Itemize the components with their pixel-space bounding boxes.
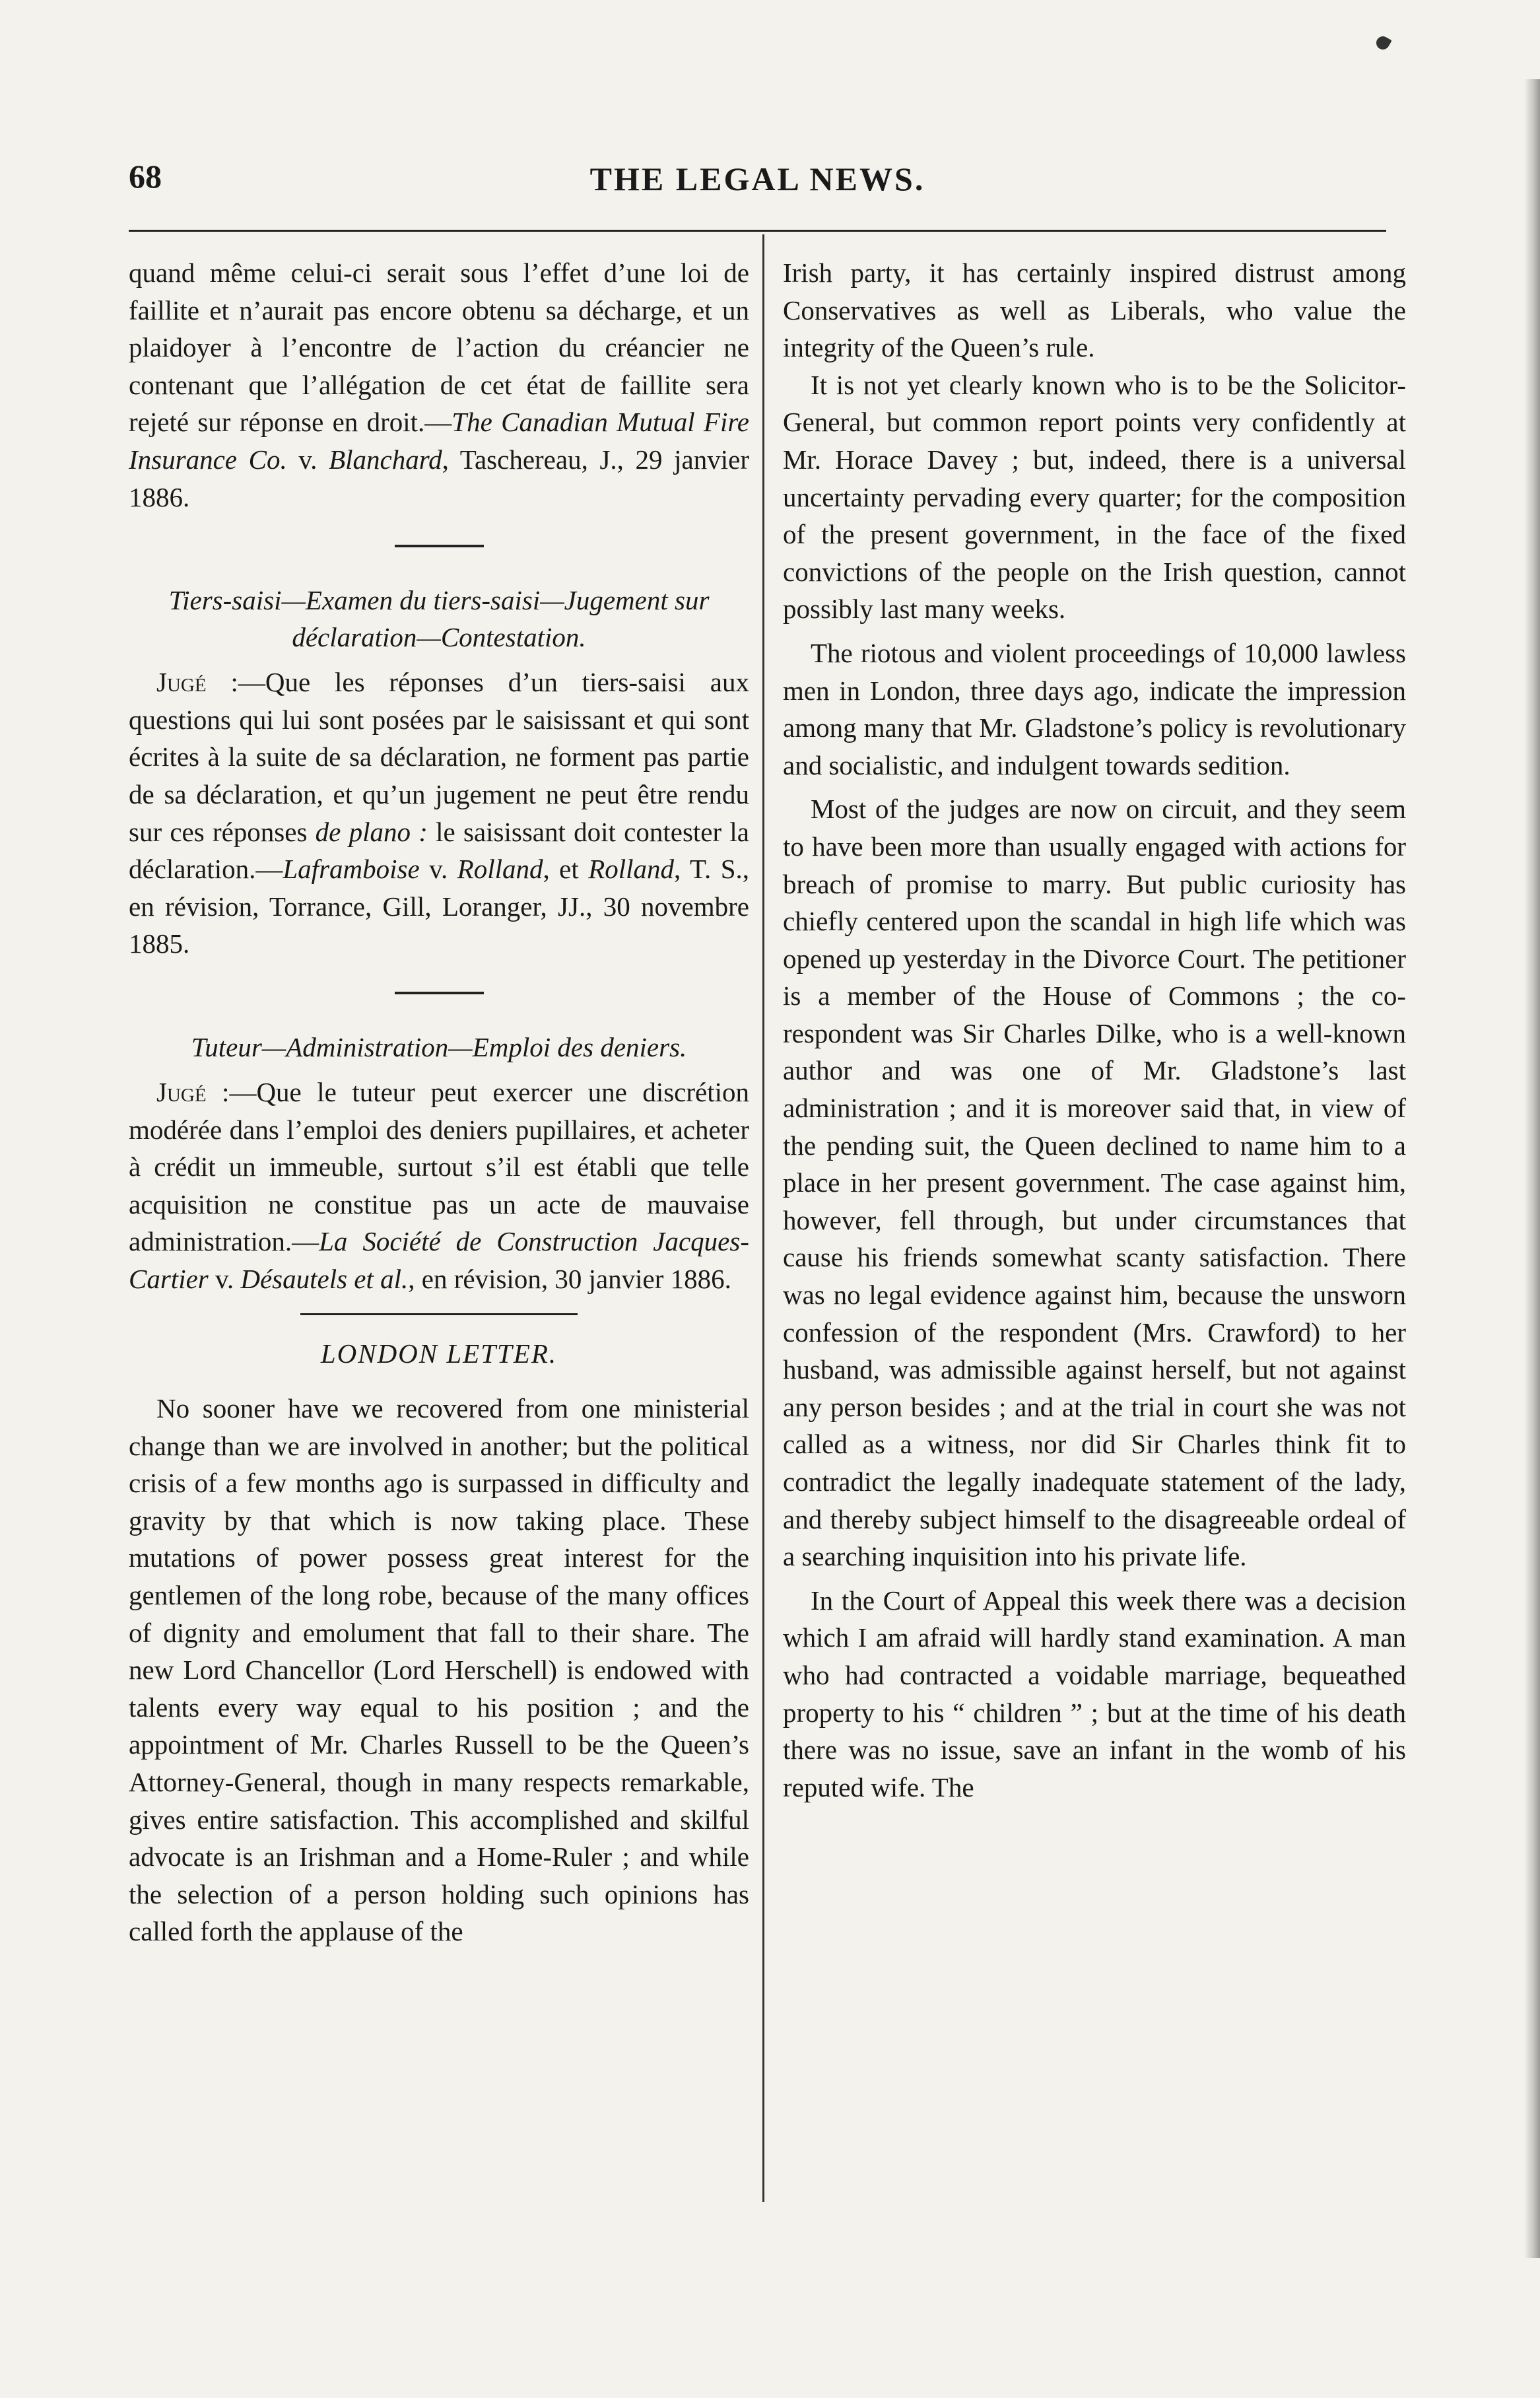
party-name: Rolland bbox=[588, 854, 675, 885]
heading-tuteur: Tuteur—Administration—Emploi des deniers. bbox=[191, 1031, 687, 1062]
paragraph-court-of-appeal: In the Court of Appeal this week there was a decision which I am afraid will hardly stand examination. A man who had contracted a voidable marriage, bequeathed property to his “ children ” ; but at the time of his death there was no issue, save an infant in the womb of his reputed wife. The bbox=[783, 1585, 1406, 1802]
header-rule bbox=[129, 230, 1386, 232]
paragraph-tiers-saisi: Jugé :—Que les réponses d’un tiers-saisi aux questions qui lui sont posées par le saisissant et qui sont écrites à la suite de sa déclaration, ne forment pas partie de sa déclaration, et qu’un jugement ne peut être rendu sur ces réponses de plano : le saisissant doit contester la déclaration.—Laframboise v. Rolland, et Rolland, T. S., en révision, Torrance, Gill, Loranger, JJ., 30 novembre 1885. bbox=[129, 667, 749, 959]
juge-label: Jugé bbox=[156, 667, 207, 698]
article-separator bbox=[300, 1313, 578, 1315]
paragraph-faillite: quand même celui-ci serait sous l’effet d’une loi de faillite et n’aurait pas encore obtenu sa décharge, et un plaidoyer à l’encontre de l’action du créancier ne contenant que l’allégation de cet état de faillite sera rejeté sur réponse en droit.—The Canadian Mutual Fire Insurance Co. v. Blanchard, Taschereau, J., 29 janvier 1886. bbox=[129, 257, 750, 512]
right-column bbox=[783, 254, 1406, 1806]
party-name: Blanchard bbox=[329, 444, 442, 475]
party-name: Laframboise bbox=[283, 854, 420, 885]
left-column bbox=[129, 254, 749, 1950]
ink-speck bbox=[1374, 34, 1391, 51]
party-name: Rolland bbox=[457, 854, 543, 885]
juge-label: Jugé bbox=[156, 1076, 207, 1107]
paragraph-london-letter-1: No sooner have we recovered from one ministerial change than we are involved in another; but the political crisis of a few months ago is surpassed in difficulty and gravity by that which is now taking place. These mutations of power possess great interest for the gentlemen of the long robe, because of the many offices of dignity and emolument that fall to their share. The new Lord Chancellor (Lord Herschell) is endowed with talents every way equal to his position ; and the appointment of Mr. Charles Russell to be the Queen’s Attorney-General, though in many respects remarkable, gives entire satisfaction. This accomplished and skilful advocate is an Irishman and a Home-Ruler ; and while the selection of a person holding such opinions has called forth the applause of the bbox=[129, 1393, 749, 1947]
heading-tiers-saisi: Tiers-saisi—Examen du tiers-saisi—Jugement sur déclaration—Contestation. bbox=[168, 585, 710, 653]
party-name: La Société de Construction Jacques-Cartier bbox=[129, 1226, 749, 1294]
paragraph-riots: The riotous and violent proceedings of 10,000 lawless men in London, three days ago, indicate the impression among many that Mr. Gladstone’s policy is revolutionary and socialistic, and indulgent towards sedition. bbox=[783, 637, 1406, 780]
page-number: 68 bbox=[129, 158, 162, 195]
column-divider bbox=[762, 234, 764, 2202]
case-name: The Canadian Mutual Fire Insurance Co. bbox=[129, 407, 749, 475]
paragraph-judges-circuit: Most of the judges are now on circuit, and they seem to have been more than usually engaged with actions for breach of promise to marry. But public curiosity has chiefly centered upon the scandal in high life which was opened up yesterday in the Divorce Court. The petitioner is a member of the House of Commons ; the co-respondent was Sir Charles Dilke, who is a well-known author and was one of Mr. Gladstone’s last administration ; and it is moreover said that, in view of the pending suit, the Queen declined to name him to a place in her present government. The case against him, however, fell through, but under circumstances that cause his friends somewhat scanty satisfaction. There was no legal evidence against him, because the unsworn confession of the respondent (Mrs. Crawford) to her husband, was admissible against herself, but not against any person besides ; and at the trial in court she was not called as a witness, nor did Sir Charles think fit to contradict the legally inadequate statement of the lady, and thereby subject himself to the disagreeable ordeal of a searching inquisition into his private life. bbox=[783, 794, 1406, 1572]
paragraph-irish-party: Irish party, it has certainly inspired distrust among Conservatives as well as Liberals, who value the integrity of the Queen’s rule. bbox=[783, 257, 1406, 363]
running-title: THE LEGAL NEWS. bbox=[589, 160, 925, 197]
page-edge-shadow bbox=[1524, 79, 1540, 2258]
page-header bbox=[129, 157, 1386, 203]
section-title-london-letter: LONDON LETTER. bbox=[320, 1338, 558, 1369]
party-name: Désautels et al. bbox=[240, 1263, 409, 1294]
paragraph-solicitor-general: It is not yet clearly known who is to be the Solicitor-General, but common report points very confidently at Mr. Horace Davey ; but, indeed, there is a universal uncertainty pervading every quarter; for the composition of the present government, in the face of the fixed convictions of the people on the Irish question, cannot possibly last many weeks. bbox=[783, 369, 1406, 625]
section-separator bbox=[395, 545, 484, 547]
section-separator bbox=[395, 992, 484, 994]
paragraph-tuteur: Jugé :—Que le tuteur peut exercer une discrétion modérée dans l’emploi des deniers pupillaires, et acheter à crédit un immeuble, surtout s’il est établi que telle acquisition ne constitue pas un acte de mauvaise administration.—La Société de Construction Jacques-Cartier v. Désautels et al., en révision, 30 janvier 1886. bbox=[129, 1076, 749, 1294]
